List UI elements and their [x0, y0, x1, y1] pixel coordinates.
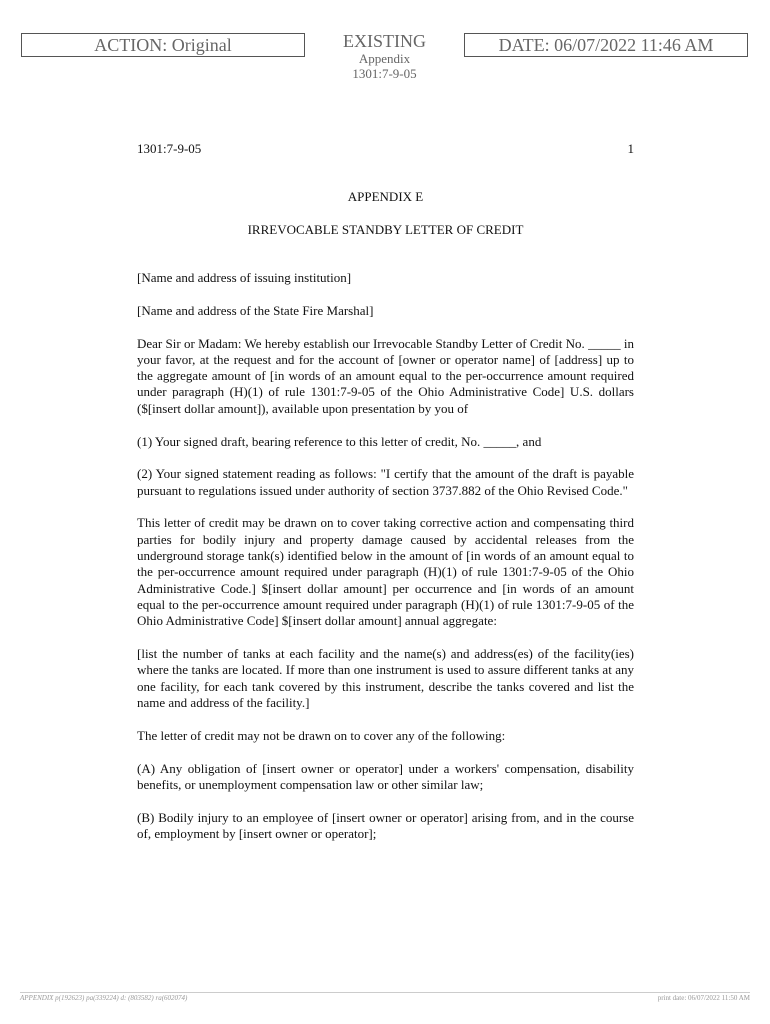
paragraph: (B) Bodily injury to an employee of [insert owner or operator] arising from, and in the course of, employment by [insert owner or operator];	[137, 809, 634, 841]
status-block	[305, 31, 464, 81]
status-label: EXISTING	[343, 31, 426, 51]
paragraph: The letter of credit may not be drawn on to cover any of the following:	[137, 727, 506, 743]
appendix-label: Appendix	[358, 51, 411, 66]
paragraph: (A) Any obligation of [insert owner or operator] under a workers' compensation, disability benefits, or unemployment compensation law or other similar law;	[137, 760, 634, 792]
paragraph: (2) Your signed statement reading as follows: "I certify that the amount of the draft is payable pursuant to regulations issued under authority of section 3737.882 of the Ohio Revised Code."	[137, 466, 634, 498]
date-label: DATE: 06/07/2022 11:46 AM	[464, 33, 748, 57]
paragraph: [Name and address of the State Fire Marshal]	[137, 302, 374, 318]
rule-number: 1301:7-9-05	[137, 141, 202, 156]
document-body	[137, 270, 634, 859]
paragraph: [list the number of tanks at each facility and the name(s) and address(es) of the facility(ies) where the tanks are located. If more than one instrument is used to assure different tanks at any one facility, for each tank covered by this instrument, describe the tanks covered and list the name and address of the facility.]	[137, 646, 634, 710]
appendix-title: APPENDIX E	[347, 189, 424, 204]
document-title: IRREVOCABLE STANDBY LETTER OF CREDIT	[247, 222, 524, 237]
footer-print-date: print date: 06/07/2022 11:50 AM	[657, 994, 750, 1002]
paragraph: This letter of credit may be drawn on to cover taking corrective action and compensating third parties for bodily injury and property damage caused by accidental releases from the underground storage tank(s) identified below in the amount of [in words of an amount equal to the per-occurrence amount required under paragraph (H)(1) of rule 1301:7-9-05 of the Ohio Administrative Code.] $[insert dollar amount] per occurrence and [in words of an amount equal to the per-occurrence amount required under paragraph (H)(1) of rule 1301:7-9-05 of the Ohio Administrative Code] $[insert dollar amount] annual aggregate:	[137, 515, 634, 629]
footer-document-id: APPENDIX p(192623) pa(339224) d: (803582) ra(602074)	[20, 994, 188, 1002]
paragraph: [Name and address of issuing institution]	[137, 270, 352, 285]
page-number: 1	[627, 141, 634, 156]
footer-divider	[20, 992, 750, 993]
paragraph: Dear Sir or Madam: We hereby establish our Irrevocable Standby Letter of Credit No. _____ in your favor, at the request and for the account of [owner or operator name] of [address] up to the aggregate amount of [in words of an amount equal to the per-occurrence amount required under paragraph (H)(1) of rule 1301:7-9-05 of the Ohio Administrative Code] U.S. dollars ($[insert dollar amount]), available upon presentation by you of	[137, 335, 634, 416]
paragraph: (1) Your signed draft, bearing reference to this letter of credit, No. _____, and	[137, 433, 542, 449]
header-rule-number: 1301:7-9-05	[352, 66, 417, 81]
action-label: ACTION: Original	[21, 33, 305, 57]
